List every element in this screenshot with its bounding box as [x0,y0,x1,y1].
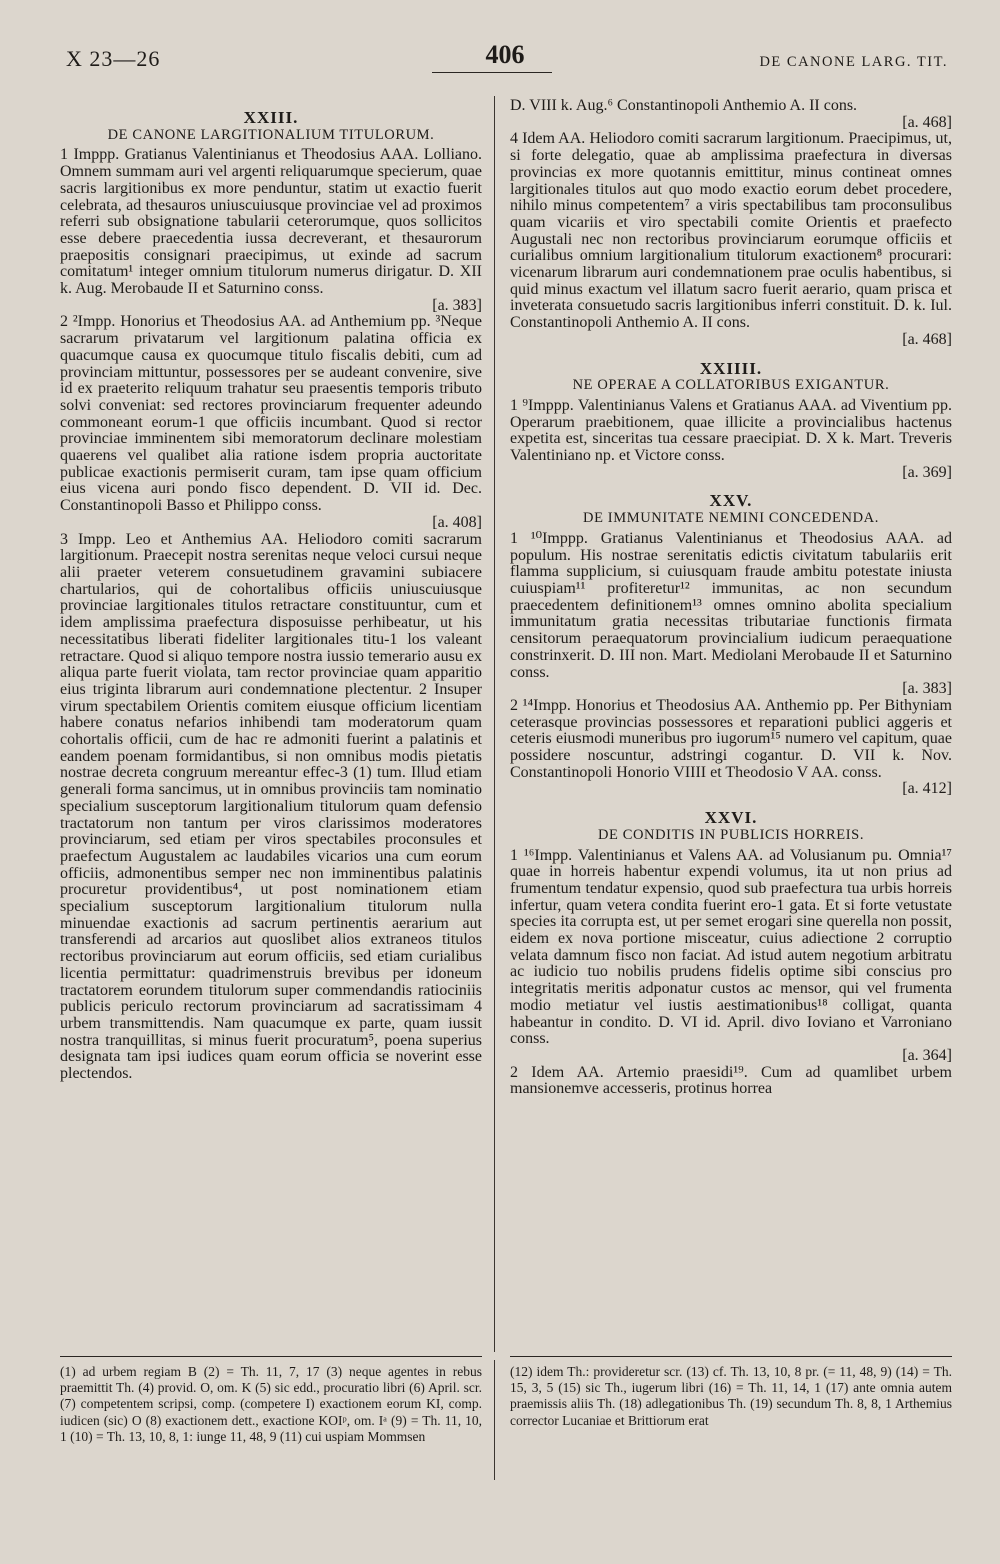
header-rule [432,72,552,73]
section-title-25: DE IMMUNITATE NEMINI CONCEDENDA. [583,510,879,527]
paragraph: 1 ¹⁶Impp. Valentinianus et Valens AA. ad Volusianum pu. Omnia¹⁷ quae in horreis habentur expendi volumus, ita ut non prius ad frumentum tendatur expensio, quod sub praefectura tua urbis horreis infertur, quam vetera condita fuerint ero-1 gata. Et si forte vetustate species ita corrupta est, ut per semet erogari sine querella non possit, eidem ex nova portione misceatur, cuius adiectione 2 corruptio velata damnum fisco non faciat. Ad istud autem negotium arbitratu ac iudicio tuo nobilis prudens fidelis optime sibi conscius pro integritatis meritis adponatur custos ac mensor, qui vel frumenta modio metiatur vel iustis aestimationibus¹⁸ colligat, quanta habeantur in condito. D. VI id. April. divo Ioviano et Varroniano conss. [510,846,952,1048]
year-note: [a. 383] [902,680,952,698]
footnote-rule-left [60,1356,482,1357]
page-number: 406 [485,40,525,69]
section-title-23: DE CANONE LARGITIONALIUM TITULORUM. [107,126,435,143]
paragraph: 4 Idem AA. Heliodoro comiti sacrarum largitionum. Praecipimus, ut, si forte delegatio, quae ab amplissima praefectura in diversas provincias ex more quotannis emittitur, minus contineat omnes largitionales titulos aut quo modo exactio eorum debet procedere, nihilo minus competentem⁷ a viris spectabilibus tam proconsulibus quam vicariis et viro spectabili comite Orientis et praefecto Augustali nec non rectoribus provinciarum eorumque officiis et curialibus omnium largitionalium titulorum exactionem⁸ procurari: vicenarum librarum auri condemnationem prae oculis habentibus, si quid minus exactum vel illatum sacro fuerit aerario, quam prisca et inveterata consuetudo sacris largitionibus inferri constituit. D. k. Iul. Constantinopoli Anthemio A. II cons. [510,130,952,332]
footnote-rule-right [510,1356,952,1357]
section-number-23: XXIII. [243,108,299,127]
section-number-24: XXIIII. [699,358,763,378]
left-column [60,98,482,1083]
paragraph: 1 ¹⁰Imppp. Gratianus Valentinianus et Theodosius AAA. ad populum. His nostrae serenitatis edictis civitatum tabulariis erit flamma supplicium, si cuiusquam fraude ambitu potestate iniusta cuiuspiam¹¹ profiteretur¹² immunitas, ac non secundum praecedentem definitionem¹³ omnes omnino abolita specialium immunitatum gratia necessitas tributariae functionis firmata censitorum peraequatorum provincialium iudicum peraequatione constrinxerit. D. III non. Mart. Mediolani Merobaude II et Saturnino conss. [510,529,952,681]
year-note: [a. 412] [902,780,952,798]
year-note: [a. 383] [432,296,482,314]
running-header [62,40,948,76]
header-left: X 23—26 [66,46,161,71]
footnotes-right: (12) idem Th.: provideretur scr. (13) cf. Th. 13, 10, 8 pr. (= 11, 48, 9) (14) = Th. 15, 3, 5 (15) sic Th., iugerum libri (16) = Th. 11, 14, 1 (17) ante omnia autem praemissis aliis Th. (18) adlegationibus Th. (19) secundum Th. 8, 8, 1 Arthemius corrector Lucaniae et Brittiorum erat [510,1364,952,1428]
paragraph: 2 ¹⁴Impp. Honorius et Theodosius AA. Anthemio pp. Per Bithyniam ceterasque provincias possessores et reparationi publici aggeris et ceteris eiusmodi muneribus pro iugorum¹⁵ numero vel capitum, quae possidere noscuntur, adstringi cogantur. D. VII k. Nov. Constantinopoli Honorio VIIII et Theodosio V AA. conss. [510,696,952,781]
year-note: [a. 468] [902,113,952,131]
header-right: DE CANONE LARG. TIT. [759,54,948,70]
year-note: [a. 408] [432,513,482,531]
year-note: [a. 369] [902,463,952,481]
paragraph: 2 ²Impp. Honorius et Theodosius AA. ad Anthemium pp. ³Neque sacrarum privatarum vel largitionum palatina officia ex quacumque causa ex quocumque titulo fiscalis debiti, cum ad provinciam mittuntur, possessores per se audeant convenire, sive id ex praeterito reliquum trahatur seu praesentis temporis tributo solvi conveniat: sed rectores provinciarum frequenter adeundo commoneant eorum-1 que officiis incumbant. Quod si rector provinciae imminentem sibi memoratorum declinare molestiam quaerens vel qualibet alia ratione isdem propria auctoritate publicae exactionis permiserit curam, tam ipse quam officium eius vicena auri pondo fisco dependent. D. VII id. Dec. Constantinopoli Basso et Philippo conss. [60,313,482,515]
section-number-26: XXVI. [704,808,758,828]
paragraph: 3 Impp. Leo et Anthemius AA. Heliodoro comiti sacrarum largitionum. Praecepit nostra serenitas neque veloci cursui neque alii praeter veterem consuetudinem gravamini subiacere chartularios, qui de cohortalibus officiis uniuscuiusque provinciae largitionales titulos retractare constituuntur, cum et idem amplissima praefectura disposuisse perhibeatur, ut his necessitatibus liberati fideliter largitionales titu-1 los valeant retractare. Quod si aliquo tempore nostra iussio temerario ausu ex aliqua parte fuerit violata, tam rector provinciae quam apparitio eius triginta librarum auri condemnatione plectentur. 2 Insuper virum spectabilem Orientis comitem eiusque officium licentiam habere conatus nefarios inhibendi tam moderatorum quam cohortalis officii, cum de hac re admoniti fuerint a palatinis et eandem poenam formidantibus, si non omnibus modis pietatis nostrae decreta congruum mereantur effec-3 (1) tum. Illud etiam generali forma sancimus, ut in omnibus provinciis tam nominatio specialium susceptorum largitionalium titulorum quam defensio tractatorum non tantum per viros clarissimos moderatores provinciarum, sed etiam per viros spectabiles proconsules et praefectum Augustalem ac laudabiles vicarios una cum eorum officiis, admonentibus semper nec non imminentibus palatinis procuretur providentibus⁴, ut post nominationem etiam specialium susceptorum largitionalium titulorum nulla minuendae exactionis ad sacrum pertinentis aerarium aut transferendi ad arcarios aut quoslibet alios extraneos titulos rectoribus provinciarum aut eorum officiis, sed etiam curialibus licentia permittatur: quadrimenstruis brevibus per idoneum tractatorem eorundem titulorum super commendandis ratiociniis publicis periculo rectorum provinciarum ad sacratissimam 4 urbem transmittendis. Nam quacumque ex parte, quam iussit nostra tranquillitas, si minus fuerit procuratum⁵, poena superius designata tam ipsi iudices quam eorum officia se noverint esse plectendos. [60,530,482,1083]
section-title-26: DE CONDITIS IN PUBLICIS HORREIS. [597,826,865,843]
paragraph: 2 Idem AA. Artemio praesidi¹⁹. Cum ad quamlibet urbem mansionemve accesseris, protinus horrea [510,1063,952,1098]
right-column [510,98,952,1098]
section-title-24: NE OPERAE A COLLATORIBUS EXIGANTUR. [572,377,890,394]
footnotes-left: (1) ad urbem regiam B (2) = Th. 11, 7, 17 (3) neque agentes in rebus praemittit Th. (4) provid. O, om. K (5) sic edd., procuratio libri (6) April. scr. (7) competentem scripsi, comp. (competere I) exactionem eorum KI, comp. iudicen (sic) O (8) exactionem dett., exactione KOIᵖ, om. Iᵃ (9) = Th. 11, 10, 1 (10) = Th. 13, 10, 8, 1: iunge 11, 48, 9 (11) cui uspiam Mommsen [60,1364,482,1444]
footnote-divider [494,1360,495,1480]
year-note: [a. 364] [902,1046,952,1064]
paragraph: D. VIII k. Aug.⁶ Constantinopoli Anthemio A. II cons. [510,97,858,114]
column-divider [494,96,495,1352]
paragraph: 1 ⁹Imppp. Valentinianus Valens et Gratianus AAA. ad Viventium pp. Operarum praebitionem, quae illicite a provincialibus hactenus expetita est, sinceritas tua cessare praecipiat. D. X k. Mart. Treveris Valentiniano np. et Victore conss. [510,396,952,465]
paragraph: 1 Imppp. Gratianus Valentinianus et Theodosius AAA. Lolliano. Omnem summam auri vel argenti reliquarumque specierum, quae sacris largitionibus ex more penduntur, statim ut exactio fuerit celebrata, ad thesauros uniuscuiusque provinciae vel ad proximos referri sub obsignatione tabularii ceterorumque, quos sollicitos esse debere praecedentia iussa decreverant, et thesaurorum praepositis consignari praecipimus, ut exinde ad sacrum comitatum¹ integer omnium titulorum numerus dirigatur. D. XII k. Aug. Merobaude II et Saturnino conss. [60,146,482,298]
year-note: [a. 468] [902,330,952,348]
section-number-25: XXV. [709,491,753,511]
